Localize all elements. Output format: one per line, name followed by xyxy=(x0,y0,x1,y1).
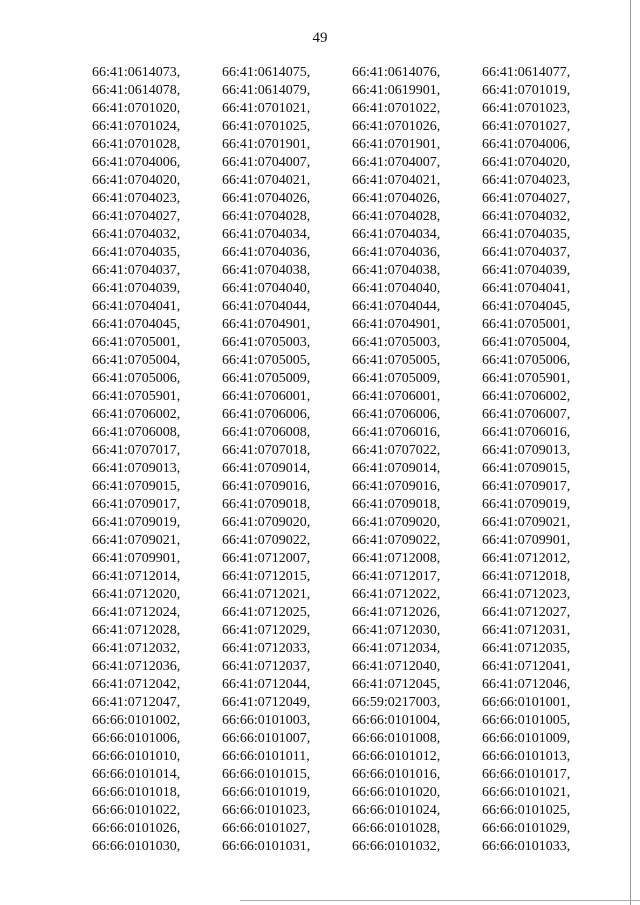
cadastral-number: 66:41:0712015, xyxy=(222,569,311,584)
number-row xyxy=(92,406,602,424)
cadastral-number: 66:41:0712022, xyxy=(352,587,441,602)
cadastral-number: 66:41:0705009, xyxy=(222,371,311,386)
cadastral-number: 66:66:0101026, xyxy=(92,821,181,836)
cadastral-number: 66:41:0712046, xyxy=(482,677,571,692)
cadastral-number: 66:41:0704035, xyxy=(92,245,181,260)
number-row xyxy=(92,784,602,802)
number-row xyxy=(92,766,602,784)
cadastral-number: 66:66:0101022, xyxy=(92,803,181,818)
cadastral-number: 66:41:0704006, xyxy=(482,137,571,152)
cadastral-number: 66:41:0709019, xyxy=(482,497,571,512)
cadastral-number: 66:41:0704028, xyxy=(352,209,441,224)
number-row xyxy=(92,298,602,316)
cadastral-number: 66:41:0712028, xyxy=(92,623,181,638)
number-row xyxy=(92,730,602,748)
cadastral-number: 66:41:0704036, xyxy=(222,245,311,260)
cadastral-number: 66:66:0101002, xyxy=(92,713,181,728)
cadastral-number: 66:41:0704045, xyxy=(92,317,181,332)
cadastral-number: 66:66:0101018, xyxy=(92,785,181,800)
cadastral-number: 66:41:0709013, xyxy=(482,443,571,458)
cadastral-number: 66:41:0712030, xyxy=(352,623,441,638)
cadastral-number: 66:41:0712017, xyxy=(352,569,441,584)
cadastral-number: 66:41:0705003, xyxy=(222,335,311,350)
cadastral-number: 66:66:0101031, xyxy=(222,839,311,854)
cadastral-number: 66:41:0707022, xyxy=(352,443,441,458)
cadastral-number: 66:41:0701028, xyxy=(92,137,181,152)
cadastral-number: 66:66:0101032, xyxy=(352,839,441,854)
cadastral-number: 66:41:0705004, xyxy=(92,353,181,368)
cadastral-number: 66:41:0712031, xyxy=(482,623,571,638)
cadastral-number: 66:41:0709015, xyxy=(92,479,181,494)
number-row xyxy=(92,622,602,640)
cadastral-number: 66:66:0101016, xyxy=(352,767,441,782)
cadastral-number: 66:41:0712014, xyxy=(92,569,181,584)
number-row xyxy=(92,802,602,820)
cadastral-number: 66:41:0704044, xyxy=(222,299,311,314)
cadastral-number: 66:41:0704037, xyxy=(482,245,571,260)
number-row xyxy=(92,604,602,622)
cadastral-number: 66:41:0709019, xyxy=(92,515,181,530)
cadastral-number: 66:41:0704041, xyxy=(482,281,571,296)
cadastral-number: 66:41:0706006, xyxy=(352,407,441,422)
cadastral-number: 66:66:0101028, xyxy=(352,821,441,836)
cadastral-number: 66:41:0705001, xyxy=(482,317,571,332)
number-row xyxy=(92,190,602,208)
cadastral-number: 66:41:0707017, xyxy=(92,443,181,458)
cadastral-number: 66:41:0705004, xyxy=(482,335,571,350)
cadastral-number: 66:41:0704027, xyxy=(92,209,181,224)
number-row xyxy=(92,424,602,442)
cadastral-number: 66:41:0709022, xyxy=(352,533,441,548)
cadastral-number: 66:41:0704027, xyxy=(482,191,571,206)
cadastral-number: 66:66:0101015, xyxy=(222,767,311,782)
scan-bottom-line xyxy=(240,900,640,901)
cadastral-number: 66:66:0101005, xyxy=(482,713,571,728)
cadastral-number: 66:66:0101030, xyxy=(92,839,181,854)
number-row xyxy=(92,568,602,586)
cadastral-number: 66:41:0705006, xyxy=(92,371,181,386)
cadastral-number: 66:41:0704038, xyxy=(352,263,441,278)
cadastral-number: 66:41:0701026, xyxy=(352,119,441,134)
cadastral-number: 66:66:0101017, xyxy=(482,767,571,782)
cadastral-number: 66:41:0712036, xyxy=(92,659,181,674)
cadastral-number: 66:41:0706002, xyxy=(482,389,571,404)
cadastral-number: 66:66:0101007, xyxy=(222,731,311,746)
cadastral-number: 66:41:0712020, xyxy=(92,587,181,602)
number-row xyxy=(92,640,602,658)
number-row xyxy=(92,136,602,154)
cadastral-number: 66:41:0709021, xyxy=(92,533,181,548)
number-row xyxy=(92,820,602,838)
number-row xyxy=(92,118,602,136)
cadastral-number: 66:41:0709017, xyxy=(92,497,181,512)
number-row xyxy=(92,370,602,388)
number-row xyxy=(92,280,602,298)
cadastral-number: 66:41:0706006, xyxy=(222,407,311,422)
cadastral-number: 66:41:0704023, xyxy=(92,191,181,206)
cadastral-number: 66:41:0704039, xyxy=(482,263,571,278)
cadastral-number: 66:41:0707018, xyxy=(222,443,311,458)
cadastral-number: 66:66:0101020, xyxy=(352,785,441,800)
cadastral-number: 66:41:0704026, xyxy=(352,191,441,206)
cadastral-number: 66:41:0712034, xyxy=(352,641,441,656)
cadastral-number: 66:66:0101019, xyxy=(222,785,311,800)
cadastral-number: 66:41:0704007, xyxy=(352,155,441,170)
number-row xyxy=(92,100,602,118)
number-row xyxy=(92,154,602,172)
cadastral-number: 66:41:0705006, xyxy=(482,353,571,368)
number-row xyxy=(92,172,602,190)
cadastral-number: 66:41:0709021, xyxy=(482,515,571,530)
number-row xyxy=(92,586,602,604)
cadastral-number: 66:41:0709015, xyxy=(482,461,571,476)
cadastral-number: 66:66:0101003, xyxy=(222,713,311,728)
number-row xyxy=(92,334,602,352)
number-row xyxy=(92,748,602,766)
cadastral-number: 66:41:0705005, xyxy=(352,353,441,368)
cadastral-number: 66:41:0709901, xyxy=(92,551,181,566)
cadastral-number: 66:66:0101008, xyxy=(352,731,441,746)
cadastral-number: 66:41:0709018, xyxy=(352,497,441,512)
cadastral-number: 66:66:0101014, xyxy=(92,767,181,782)
number-row xyxy=(92,460,602,478)
page-number: 49 xyxy=(312,30,328,46)
cadastral-number: 66:41:0706016, xyxy=(482,425,571,440)
cadastral-number: 66:41:0704045, xyxy=(482,299,571,314)
cadastral-number: 66:41:0706001, xyxy=(222,389,311,404)
cadastral-number: 66:41:0704034, xyxy=(222,227,311,242)
cadastral-number: 66:41:0709020, xyxy=(222,515,311,530)
cadastral-number: 66:41:0709017, xyxy=(482,479,571,494)
cadastral-number: 66:41:0701019, xyxy=(482,83,571,98)
cadastral-number: 66:41:0706008, xyxy=(92,425,181,440)
cadastral-number: 66:41:0712035, xyxy=(482,641,571,656)
cadastral-number: 66:41:0704037, xyxy=(92,263,181,278)
cadastral-number: 66:41:0705003, xyxy=(352,335,441,350)
number-row xyxy=(92,514,602,532)
cadastral-number: 66:41:0705005, xyxy=(222,353,311,368)
cadastral-number: 66:41:0709014, xyxy=(222,461,311,476)
cadastral-number: 66:41:0712024, xyxy=(92,605,181,620)
cadastral-number: 66:66:0101027, xyxy=(222,821,311,836)
cadastral-number: 66:66:0101025, xyxy=(482,803,571,818)
cadastral-number: 66:41:0706008, xyxy=(222,425,311,440)
cadastral-number: 66:41:0704006, xyxy=(92,155,181,170)
cadastral-number: 66:66:0101023, xyxy=(222,803,311,818)
number-row xyxy=(92,352,602,370)
cadastral-number: 66:41:0704901, xyxy=(352,317,441,332)
number-row xyxy=(92,658,602,676)
cadastral-number: 66:41:0712049, xyxy=(222,695,311,710)
cadastral-number-grid xyxy=(92,64,602,856)
cadastral-number: 66:41:0712033, xyxy=(222,641,311,656)
cadastral-number: 66:41:0709020, xyxy=(352,515,441,530)
cadastral-number: 66:41:0704040, xyxy=(222,281,311,296)
number-row xyxy=(92,82,602,100)
cadastral-number: 66:41:0619901, xyxy=(352,83,441,98)
cadastral-number: 66:66:0101009, xyxy=(482,731,571,746)
cadastral-number: 66:41:0705001, xyxy=(92,335,181,350)
number-row xyxy=(92,694,602,712)
cadastral-number: 66:41:0704044, xyxy=(352,299,441,314)
number-row xyxy=(92,244,602,262)
cadastral-number: 66:41:0706016, xyxy=(352,425,441,440)
cadastral-number: 66:41:0706007, xyxy=(482,407,571,422)
number-row xyxy=(92,478,602,496)
cadastral-number: 66:41:0701025, xyxy=(222,119,311,134)
cadastral-number: 66:41:0705901, xyxy=(482,371,571,386)
cadastral-number: 66:41:0704023, xyxy=(482,173,571,188)
cadastral-number: 66:41:0712045, xyxy=(352,677,441,692)
scan-edge-line xyxy=(630,0,631,905)
cadastral-number: 66:41:0704041, xyxy=(92,299,181,314)
number-row xyxy=(92,676,602,694)
cadastral-number: 66:66:0101010, xyxy=(92,749,181,764)
cadastral-number: 66:41:0701027, xyxy=(482,119,571,134)
cadastral-number: 66:66:0101011, xyxy=(222,749,310,764)
cadastral-number: 66:41:0709901, xyxy=(482,533,571,548)
cadastral-number: 66:41:0712047, xyxy=(92,695,181,710)
cadastral-number: 66:41:0705901, xyxy=(92,389,181,404)
cadastral-number: 66:41:0704036, xyxy=(352,245,441,260)
cadastral-number: 66:41:0704034, xyxy=(352,227,441,242)
cadastral-number: 66:41:0704032, xyxy=(92,227,181,242)
cadastral-number: 66:41:0701024, xyxy=(92,119,181,134)
cadastral-number: 66:41:0712027, xyxy=(482,605,571,620)
cadastral-number: 66:41:0704032, xyxy=(482,209,571,224)
cadastral-number: 66:66:0101001, xyxy=(482,695,571,710)
cadastral-number: 66:41:0704020, xyxy=(482,155,571,170)
cadastral-number: 66:41:0709014, xyxy=(352,461,441,476)
cadastral-number: 66:41:0704020, xyxy=(92,173,181,188)
cadastral-number: 66:41:0614073, xyxy=(92,65,181,80)
number-row xyxy=(92,712,602,730)
cadastral-number: 66:41:0614078, xyxy=(92,83,181,98)
cadastral-number: 66:41:0712032, xyxy=(92,641,181,656)
cadastral-number: 66:41:0704035, xyxy=(482,227,571,242)
cadastral-number: 66:41:0712044, xyxy=(222,677,311,692)
cadastral-number: 66:41:0712007, xyxy=(222,551,311,566)
cadastral-number: 66:41:0701022, xyxy=(352,101,441,116)
cadastral-number: 66:41:0712018, xyxy=(482,569,571,584)
cadastral-number: 66:41:0712041, xyxy=(482,659,571,674)
number-row xyxy=(92,208,602,226)
cadastral-number: 66:41:0701021, xyxy=(222,101,311,116)
cadastral-number: 66:41:0712026, xyxy=(352,605,441,620)
cadastral-number: 66:41:0701901, xyxy=(222,137,311,152)
cadastral-number: 66:41:0712008, xyxy=(352,551,441,566)
cadastral-number: 66:41:0712012, xyxy=(482,551,571,566)
cadastral-number: 66:41:0706002, xyxy=(92,407,181,422)
cadastral-number: 66:41:0712037, xyxy=(222,659,311,674)
cadastral-number: 66:41:0704007, xyxy=(222,155,311,170)
number-row xyxy=(92,262,602,280)
cadastral-number: 66:41:0709013, xyxy=(92,461,181,476)
cadastral-number: 66:41:0704021, xyxy=(352,173,441,188)
cadastral-number: 66:41:0704039, xyxy=(92,281,181,296)
number-row xyxy=(92,496,602,514)
cadastral-number: 66:66:0101033, xyxy=(482,839,571,854)
cadastral-number: 66:66:0101006, xyxy=(92,731,181,746)
number-row xyxy=(92,532,602,550)
number-row xyxy=(92,64,602,82)
number-row xyxy=(92,316,602,334)
cadastral-number: 66:41:0712021, xyxy=(222,587,311,602)
cadastral-number: 66:41:0701023, xyxy=(482,101,571,116)
cadastral-number: 66:41:0709022, xyxy=(222,533,311,548)
cadastral-number: 66:41:0701901, xyxy=(352,137,441,152)
cadastral-number: 66:41:0709016, xyxy=(352,479,441,494)
cadastral-number: 66:41:0712042, xyxy=(92,677,181,692)
number-row xyxy=(92,550,602,568)
number-row xyxy=(92,838,602,856)
cadastral-number: 66:41:0614079, xyxy=(222,83,311,98)
number-row xyxy=(92,226,602,244)
cadastral-number: 66:41:0706001, xyxy=(352,389,441,404)
cadastral-number: 66:41:0614076, xyxy=(352,65,441,80)
cadastral-number: 66:66:0101012, xyxy=(352,749,441,764)
cadastral-number: 66:66:0101004, xyxy=(352,713,441,728)
number-row xyxy=(92,442,602,460)
cadastral-number: 66:41:0701020, xyxy=(92,101,181,116)
cadastral-number: 66:41:0712040, xyxy=(352,659,441,674)
cadastral-number: 66:66:0101021, xyxy=(482,785,571,800)
cadastral-number: 66:41:0709016, xyxy=(222,479,311,494)
cadastral-number: 66:66:0101024, xyxy=(352,803,441,818)
cadastral-number: 66:66:0101013, xyxy=(482,749,571,764)
number-row xyxy=(92,388,602,406)
cadastral-number: 66:41:0712023, xyxy=(482,587,571,602)
cadastral-number: 66:41:0704028, xyxy=(222,209,311,224)
cadastral-number: 66:66:0101029, xyxy=(482,821,571,836)
cadastral-number: 66:41:0709018, xyxy=(222,497,311,512)
cadastral-number: 66:59:0217003, xyxy=(352,695,441,710)
cadastral-number: 66:41:0614075, xyxy=(222,65,311,80)
cadastral-number: 66:41:0704026, xyxy=(222,191,311,206)
cadastral-number: 66:41:0614077, xyxy=(482,65,571,80)
cadastral-number: 66:41:0704040, xyxy=(352,281,441,296)
cadastral-number: 66:41:0704021, xyxy=(222,173,311,188)
cadastral-number: 66:41:0704901, xyxy=(222,317,311,332)
cadastral-number: 66:41:0704038, xyxy=(222,263,311,278)
cadastral-number: 66:41:0712025, xyxy=(222,605,311,620)
cadastral-number: 66:41:0705009, xyxy=(352,371,441,386)
cadastral-number: 66:41:0712029, xyxy=(222,623,311,638)
